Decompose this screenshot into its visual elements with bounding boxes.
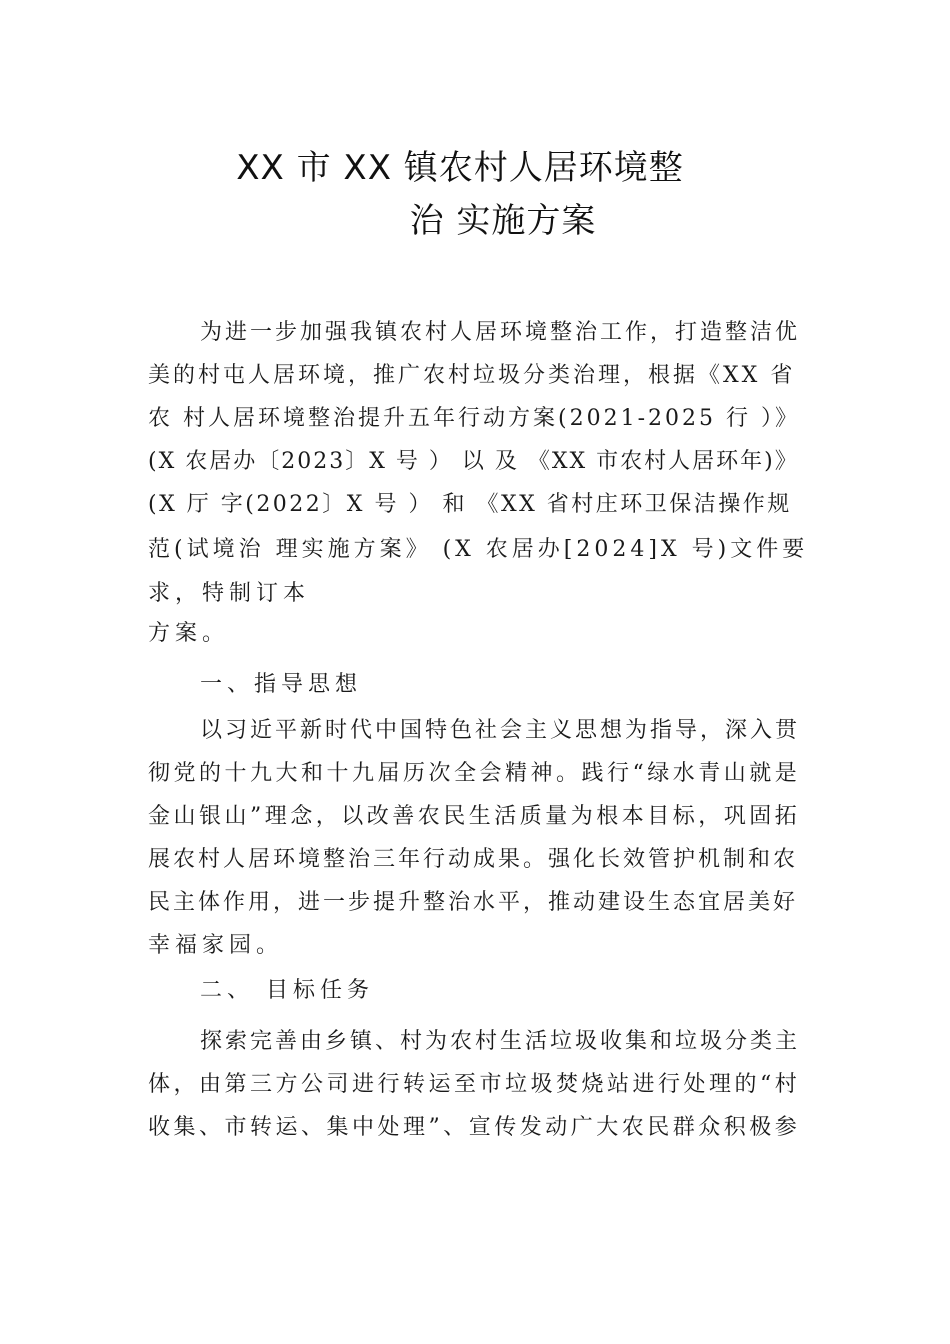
intro-line: 方案。 bbox=[148, 621, 230, 646]
intro-line: 农 村人居环境整治提升五年行动方案(2021-2025 行 ）》 bbox=[148, 406, 800, 431]
intro-line: 美的村屯人居环境，推广农村垃圾分类治理，根据《XX 省 bbox=[148, 363, 796, 388]
intro-line: (X 农居办〔2023〕X 号 ） 以 及 《XX 市农村人居环年)》 bbox=[148, 449, 799, 474]
intro-line: 范(试境治 理实施方案》 (X 农居办[2024]X 号)文件要 bbox=[148, 537, 809, 562]
intro-line: (X 厅 字(2022〕X 号 ） 和 《XX 省村庄环卫保洁操作规 bbox=[148, 492, 792, 517]
document-title-line-1: XX 市 XX 镇农村人居环境整 bbox=[236, 148, 684, 188]
section1-line: 展农村人居环境整治三年行动成果。强化长效管护机制和农 bbox=[148, 847, 799, 872]
section-heading-guiding-ideology: 一、指导思想 bbox=[200, 672, 363, 697]
intro-line: 求，特制订本 bbox=[148, 581, 311, 606]
section1-line: 民主体作用，进一步提升整治水平，推动建设生态宜居美好 bbox=[148, 890, 799, 915]
document-title-line-2: 治 实施方案 bbox=[409, 201, 597, 241]
section-heading-goals-tasks: 二、 目标任务 bbox=[200, 978, 374, 1003]
section2-line: 探索完善由乡镇、村为农村生活垃圾收集和垃圾分类主 bbox=[200, 1029, 801, 1054]
section2-line: 体，由第三方公司进行转运至市垃圾焚烧站进行处理的“村 bbox=[148, 1072, 801, 1097]
intro-line: 为进一步加强我镇农村人居环境整治工作，打造整洁优 bbox=[200, 320, 801, 345]
section1-line: 金山银山”理念，以改善农民生活质量为根本目标，巩固拓 bbox=[148, 804, 801, 829]
section2-line: 收集、市转运、集中处理”、宣传发动广大农民群众积极参 bbox=[148, 1115, 801, 1140]
section1-line: 幸福家园。 bbox=[148, 933, 284, 958]
section1-line: 彻党的十九大和十九届历次全会精神。践行“绿水青山就是 bbox=[148, 761, 801, 786]
section1-line: 以习近平新时代中国特色社会主义思想为指导，深入贯 bbox=[200, 718, 801, 743]
